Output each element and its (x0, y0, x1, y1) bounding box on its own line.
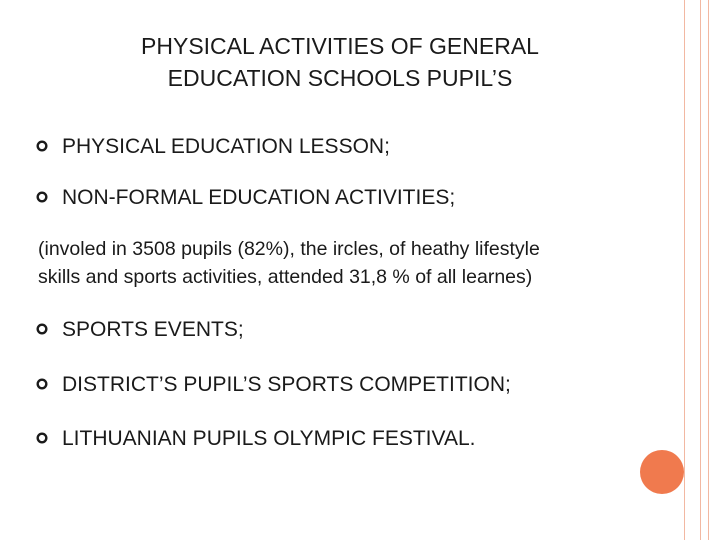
slide-title-line-1: PHYSICAL ACTIVITIES OF GENERAL (141, 33, 539, 59)
bullet-item-label: SPORTS EVENTS; (62, 318, 244, 341)
orange-circle-icon (640, 450, 684, 494)
ring-bullet-icon (36, 323, 48, 335)
ring-bullet-icon (36, 191, 48, 203)
ring-bullet-icon (36, 140, 48, 152)
bullet-item-label: NON-FORMAL EDUCATION ACTIVITIES; (62, 186, 456, 209)
right-rule-inner (700, 0, 701, 540)
bullet-item-label: PHYSICAL EDUCATION LESSON; (62, 135, 390, 158)
note-line-2: skills and sports activities, attended 31,8 % of all learnes) (38, 266, 533, 288)
note-line-1: (involed in 3508 pupils (82%), the ircles, of heathy lifestyle (38, 238, 540, 260)
right-rule-outer-right (708, 0, 709, 540)
ring-bullet-icon (36, 432, 48, 444)
slide-title (60, 30, 620, 94)
bullet-item-label: LITHUANIAN PUPILS OLYMPIC FESTIVAL. (62, 427, 476, 450)
slide-title-line-2: EDUCATION SCHOOLS PUPIL’S (167, 65, 513, 91)
right-rule-outer-left (684, 0, 685, 540)
ring-bullet-icon (36, 378, 48, 390)
note-paragraph (38, 235, 658, 291)
bullet-item-label: DISTRICT’S PUPIL’S SPORTS COMPETITION; (62, 373, 511, 396)
